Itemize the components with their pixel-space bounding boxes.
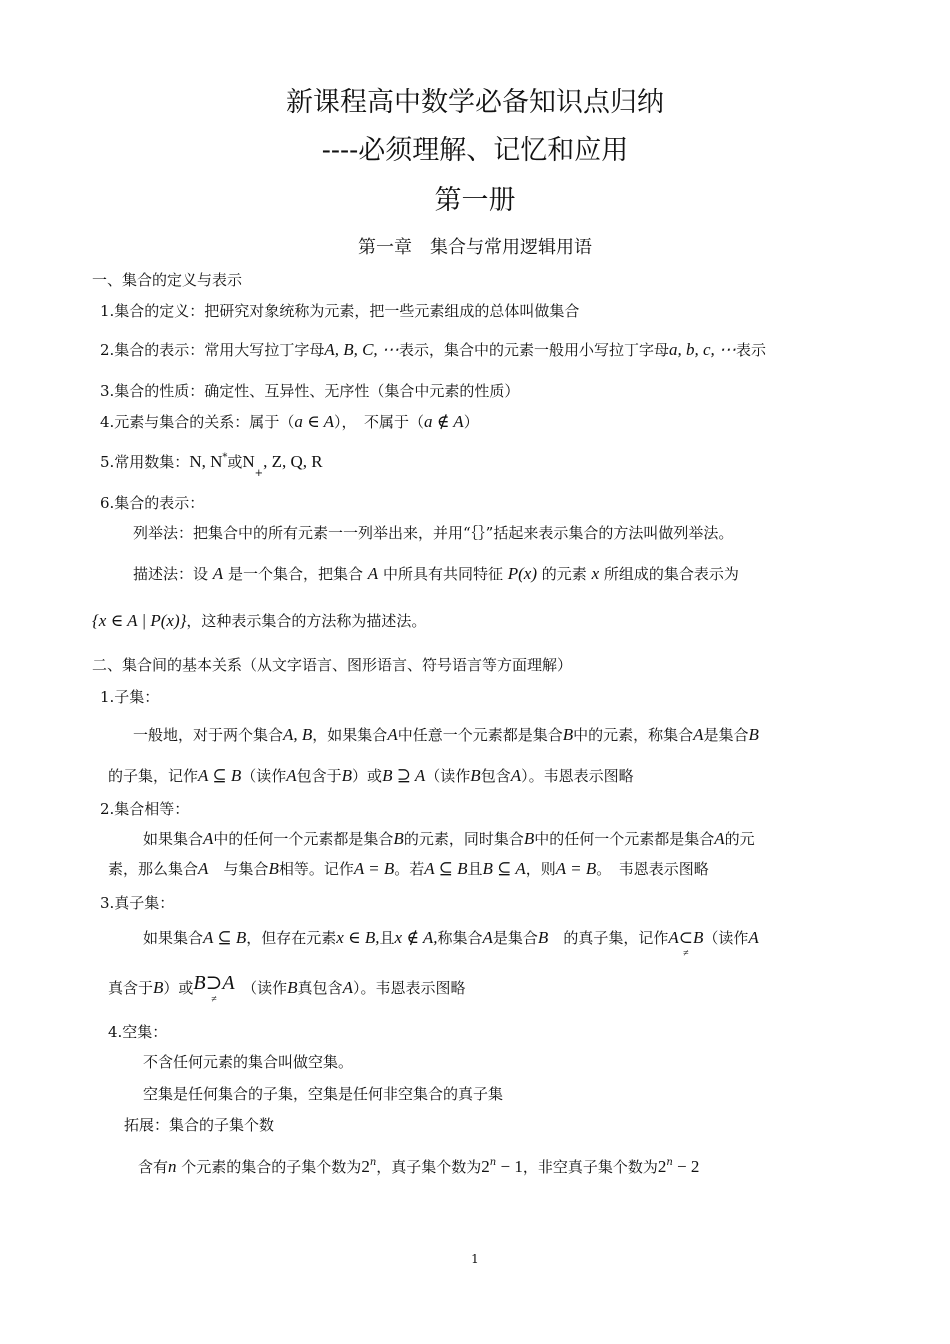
proper-subset-heading: 3.真子集： <box>100 894 175 912</box>
description-method-notation: {x ∈ A | P(x)}，这种表示集合的方法称为描述法。 <box>92 611 427 630</box>
subset-heading: 1.子集： <box>100 688 160 706</box>
empty-set-heading: 4.空集： <box>108 1023 168 1041</box>
item-element-relation: 4.元素与集合的关系：属于（a ∈ A）， 不属于（a ∉ A） <box>100 412 479 431</box>
section1-heading: 一、集合的定义与表示 <box>92 271 243 289</box>
description-method: 描述法：设 A 是一个集合，把集合 A 中所具有共同特征 P(x) 的元素 x 所组成的集合表示为 <box>133 564 739 583</box>
subset-notation: 的子集，记作A ⊆ B（读作A包含于B）或B ⊇ A（读作B包含A）。韦恩表示图略 <box>108 766 634 785</box>
section2-heading: 二、集合间的基本关系（从文字语言、图形语言、符号语言等方面理解） <box>92 656 573 674</box>
subset-count-formula: 含有n 个元素的集合的子集个数为2$^n$，真子集个数为$2^n - 1$，非空真子集个数为$2^n - 2$ <box>138 1157 700 1176</box>
extension-heading: 拓展：集合的子集个数 <box>124 1116 275 1134</box>
subset-definition: 一般地，对于两个集合A, B，如果集合A中任意一个元素都是集合B中的元素，称集合A是集合B <box>133 725 759 744</box>
set-equality-heading: 2.集合相等： <box>100 800 190 818</box>
empty-set-property: 空集是任何集合的子集，空集是任何非空集合的真子集 <box>143 1085 504 1103</box>
set-equality-definition: 如果集合A中的任何一个元素都是集合B的元素，同时集合B中的任何一个元素都是集合A的元 <box>143 829 755 848</box>
proper-subset-notation: 真含于B）或B⊃A ≠ （读作B真包含A）。韦恩表示图略 <box>108 972 466 1005</box>
chapter-title: 第一章 集合与常用逻辑用语 <box>358 237 592 258</box>
proper-subset-definition: 如果集合A ⊆ B，但存在元素x ∈ B,且x ∉ A,称集合A是集合B 的真子集，记作A⊂B ≠ （读作A <box>143 928 759 959</box>
item-set-properties: 3.集合的性质：确定性、互异性、无序性（集合中元素的性质） <box>100 382 520 400</box>
volume-title: 第一册 <box>434 185 516 216</box>
set-equality-notation: 素，那么集合A 与集合B相等。记作A = B。若A ⊆ B且B ⊆ A，则A = B。 韦恩表示图略 <box>108 859 709 878</box>
empty-set-definition: 不含任何元素的集合叫做空集。 <box>143 1053 354 1071</box>
page-number: 1 <box>471 1252 479 1266</box>
listing-method: 列举法：把集合中的所有元素一一列举出来，并用“｛｝”括起来表示集合的方法叫做列举法。 <box>133 524 734 542</box>
item-set-definition: 1.集合的定义：把研究对象统称为元素，把一些元素组成的总体叫做集合 <box>100 302 580 320</box>
item-set-representation: 6.集合的表示： <box>100 494 205 512</box>
item-number-sets: 5.常用数集：N, N*或$N_+$, Z, Q, R <box>100 452 323 479</box>
document-subtitle: ----必须理解、记忆和应用 <box>321 135 629 166</box>
item-set-notation: 2.集合的表示：常用大写拉丁字母A, B, C, ⋯表示，集合中的元素一般用小写拉丁字母a, b, c, ⋯表示 <box>100 340 767 359</box>
document-title: 新课程高中数学必备知识点归纳 <box>286 87 664 118</box>
